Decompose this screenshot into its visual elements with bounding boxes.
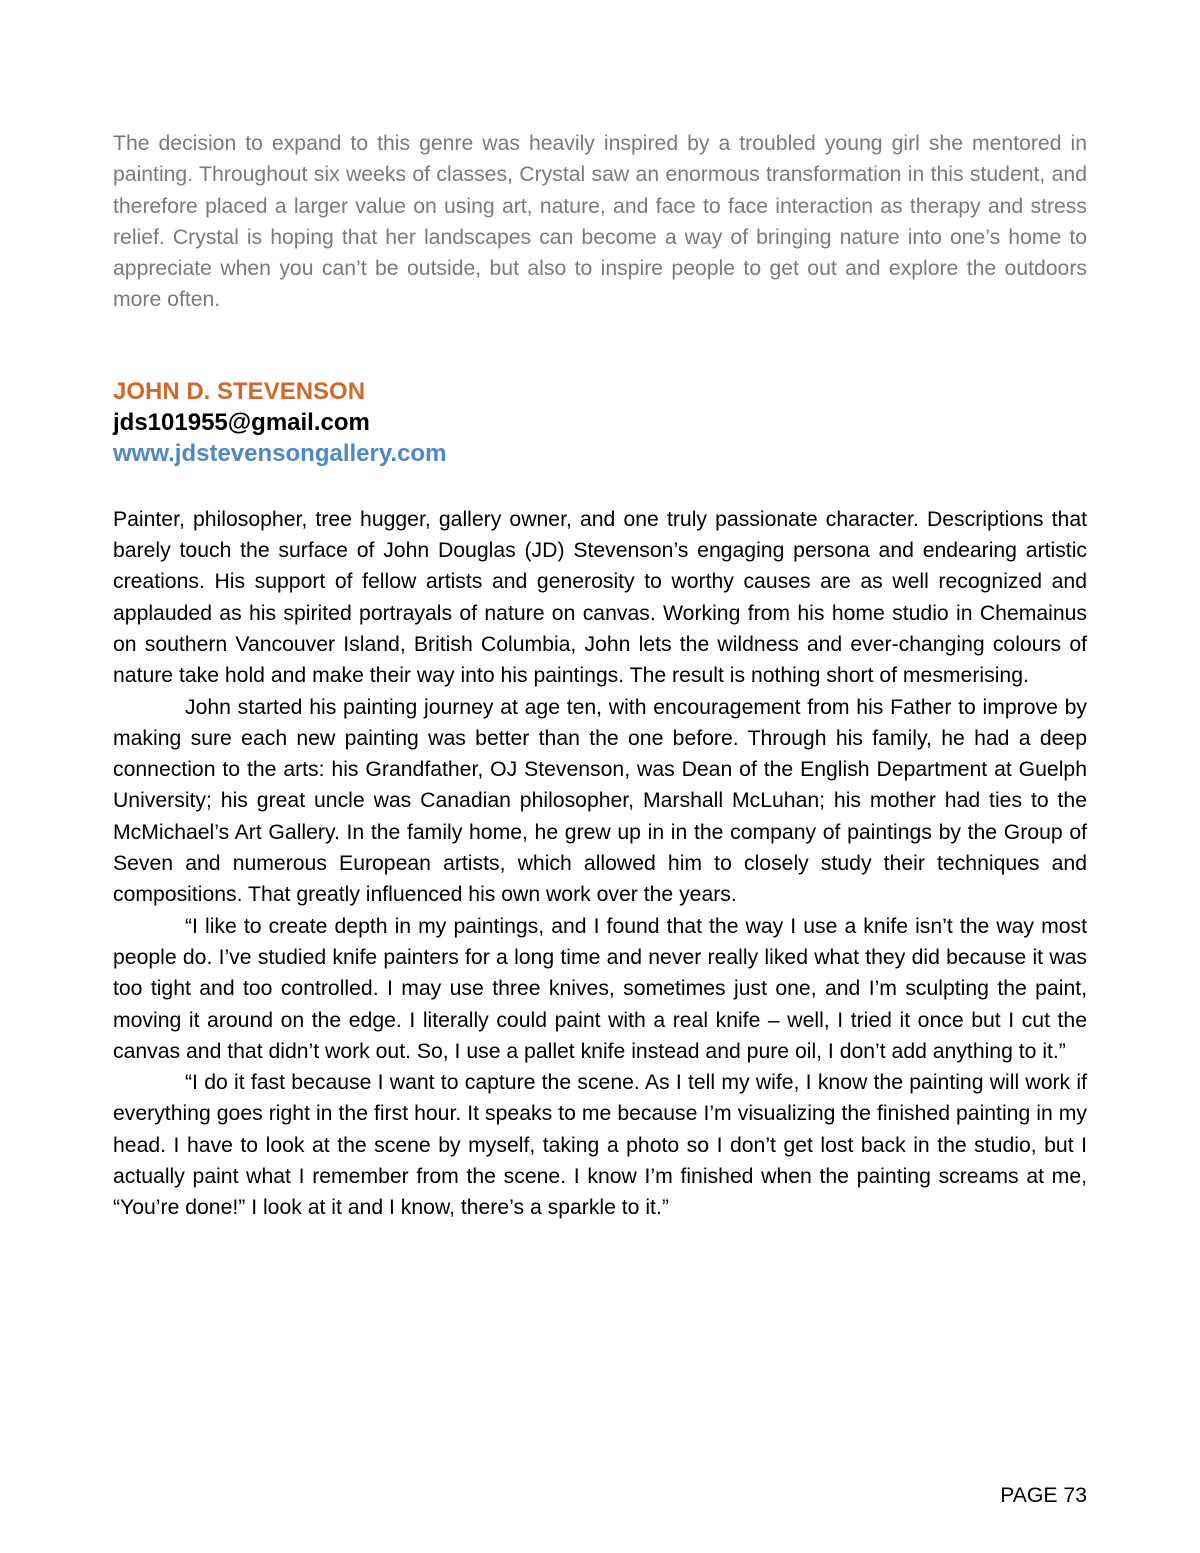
- artist-email: jds101955@gmail.com: [113, 408, 370, 436]
- artist-name: JOHN D. STEVENSON: [113, 377, 366, 405]
- page-number: PAGE 73: [1000, 1484, 1087, 1507]
- bio-paragraph-1: Painter, philosopher, tree hugger, gallery owner, and one truly passionate character. Descriptions that barely touch the surface of John Douglas (JD) Stevenson’s engaging persona and endearing artistic creations. His support of fellow artists and generosity to worthy causes are as well recognized and applauded as his spirited portrayals of nature on canvas. Working from his home studio in Chemainus on southern Vancouver Island, British Columbia, John lets the wildness and ever-changing colours of nature take hold and make their way into his paintings. The result is nothing short of mesmerising.: [113, 507, 1087, 688]
- artist-header: [113, 376, 1087, 469]
- document-page: [113, 128, 1087, 1224]
- bio-paragraph-4: “I do it fast because I want to capture the scene. As I tell my wife, I know the painting will work if everything goes right in the first hour. It speaks to me because I’m visualizing the finished painting in my head. I have to look at the scene by myself, taking a photo so I don’t get lost back in the studio, but I actually paint what I remember from the scene. I know I’m finished when the painting screams at me, “You’re done!” I look at it and I know, there’s a sparkle to it.”: [113, 1071, 1087, 1220]
- bio-paragraph-3: “I like to create depth in my paintings, and I found that the way I use a knife isn’t the way most people do. I’ve studied knife painters for a long time and never really liked what they did because it was too tight and too controlled. I may use three knives, sometimes just one, and I’m sculpting the paint, moving it around on the edge. I literally could paint with a real knife – well, I tried it once but I cut the canvas and that didn’t work out. So, I use a pallet knife instead and pure oil, I don’t add anything to it.”: [113, 914, 1087, 1063]
- bio-paragraph-2: John started his painting journey at age ten, with encouragement from his Father to improve by making sure each new painting was better than the one before. Through his family, he had a deep connection to the arts: his Grandfather, OJ Stevenson, was Dean of the English Department at Guelph University; his great uncle was Canadian philosopher, Marshall McLuhan; his mother had ties to the McMichael’s Art Gallery. In the family home, he grew up in in the company of paintings by the Group of Seven and numerous European artists, which allowed him to closely study their techniques and compositions. That greatly influenced his own work over the years.: [113, 695, 1087, 907]
- artist-website-link[interactable]: www.jdstevensongallery.com: [113, 439, 447, 467]
- intro-paragraph: The decision to expand to this genre was heavily inspired by a troubled young girl she mentored in painting. Throughout six weeks of classes, Crystal saw an enormous transformation in this student, and therefore placed a larger value on using art, nature, and face to face interaction as therapy and stress relief. Crystal is hoping that her landscapes can become a way of bringing nature into one’s home to appreciate when you can’t be outside, but also to inspire people to get out and explore the outdoors more often.: [113, 132, 1087, 312]
- artist-bio: [113, 504, 1087, 1224]
